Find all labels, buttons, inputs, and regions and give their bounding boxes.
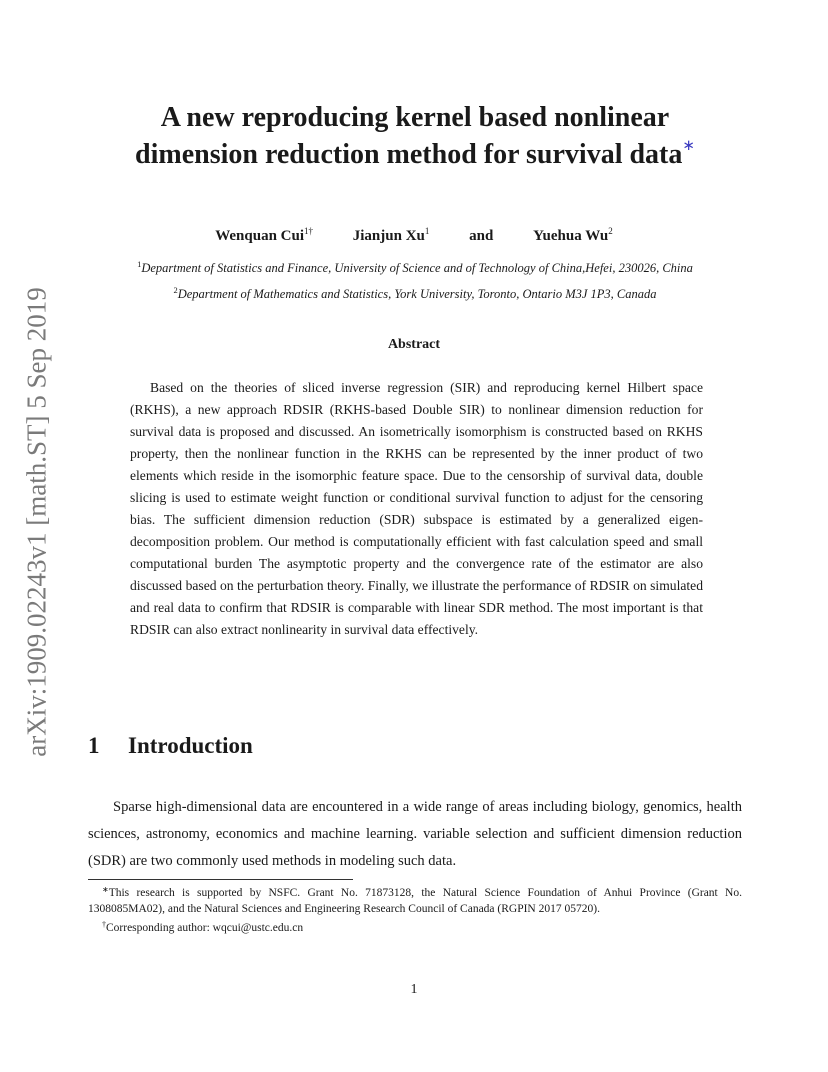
author-mark: 1† [304,226,314,236]
affiliation-mark: 2 [173,285,178,295]
title-line-1: A new reproducing kernel based nonlinear [160,102,670,133]
section-heading [88,733,253,759]
abstract-body: Based on the theories of sliced inverse regression (SIR) and reproducing kernel Hilbert space (RKHS), a new approach RDSIR (RKHS-based Double SIR) to nonlinear dimension reduction for survival data is proposed and discussed. An isometrically isomorphism is constructed based on RKHS property, then the nonlinear function in the RKHS can be represented by the inner product of two elements which reside in the isomorphic feature space. Due to the censorship of survival data, double slicing is used to estimate weight function or conditional survival function to adjust for the censoring bias. The sufficient dimension reduction (SDR) subspace is estimated by a generalized eigen-decomposition problem. Our method is computationally efficient with fast calculation speed and small computational burden The asymptotic property and the convergence rate of the estimator are also discussed based on the perturbation theory. Finally, we illustrate the performance of RDSIR on simulated and real data to confirm that RDSIR is comparable with linear SDR method. The most important is that RDSIR can also extract nonlinearity in survival data effectively. [130,380,703,637]
author-mark: 2 [608,226,613,236]
author-name: Jianjun Xu [352,228,425,244]
section-title: Introduction [128,733,253,758]
paper-title [60,103,770,169]
footnote-mark: ∗ [102,885,109,894]
footnote-mark: † [102,920,106,929]
author-mark: 1 [424,226,430,236]
author-and: and [469,228,494,244]
author-name: Wenquan Cui [215,228,305,244]
author-conjunction [469,228,493,245]
section-number: 1 [88,733,100,758]
affiliation-text: Department of Statistics and Finance, University of Science and of Technology of China,Hefei, 230026, China [141,261,693,275]
author-xu [353,226,430,245]
author-wu [533,226,613,245]
footnote-funding [88,882,742,917]
introduction-paragraph: Sparse high-dimensional data are encountered in a wide range of areas including biology, genomics, health sciences, astronomy, economics and machine learning. variable selection and sufficient dimension reduction (SDR) are two commonly used methods in modeling such data. [88,799,742,869]
author-name: Yuehua Wu [533,228,609,244]
page-number: 1 [410,982,418,997]
affiliation-mark: 1 [137,259,142,269]
affiliation-text: Department of Mathematics and Statistics, York University, Toronto, Ontario M3J 1P3, Canada [177,287,657,301]
affiliation-2 [60,285,770,302]
author-list [0,226,828,245]
footnote-divider [88,879,353,880]
footnote-text: This research is supported by NSFC. Grant No. 71873128, the Natural Science Foundation of Anhui Province (Grant No. 1308085MA02), and the Natural Sciences and Engineering Research Council of Canada (RGPIN 2017 05720). [88,887,742,915]
title-footnote-mark[interactable]: ∗ [682,138,695,154]
affiliation-1 [60,259,770,276]
abstract-heading: Abstract [387,337,441,352]
footnote-corresponding-author [88,917,742,936]
footnotes [88,882,742,936]
title-line-2: dimension reduction method for survival data [135,139,683,170]
arxiv-identifier-text: arXiv:1909.02243v1 [math.ST] 5 Sep 2019 [21,287,52,757]
footnote-text: Corresponding author: wqcui@ustc.edu.cn [106,922,304,934]
author-cui [215,226,313,245]
